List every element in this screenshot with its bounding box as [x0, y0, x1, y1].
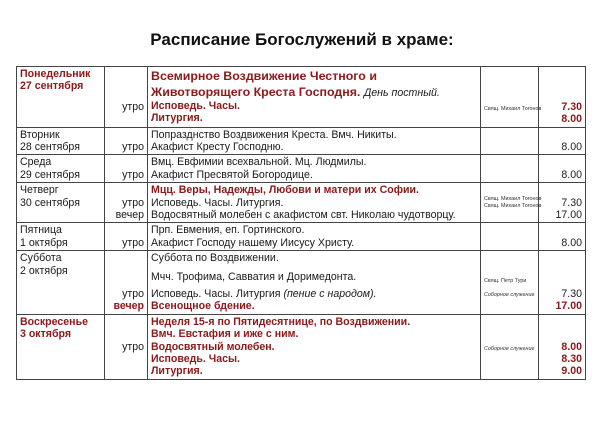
day-cell [17, 67, 105, 128]
service-feast: Животворящего Креста Господня. [151, 85, 361, 99]
day-cell [17, 223, 105, 251]
services-cell [148, 314, 481, 379]
page-title: Расписание Богослужений в храме: [150, 30, 454, 49]
service-text: Исповедь. Часы. Литургия [151, 287, 281, 300]
services-cell [148, 251, 481, 315]
day-date: 3 октября [20, 328, 72, 341]
time-value: 8.00 [561, 340, 582, 353]
times-cell [539, 67, 586, 128]
day-name: Понедельник [20, 68, 91, 80]
notes-cell [481, 155, 539, 183]
times-cell [539, 314, 586, 379]
service-line: Исповедь. Часы. [151, 352, 240, 365]
table-row-tuesday [17, 127, 586, 155]
service-line: Вмц. Евфимии всехвальной. Мц. Людмилы. [151, 156, 367, 169]
service-note: День постный. [363, 87, 440, 99]
day-cell [17, 314, 105, 379]
service-line: Попразднство Воздвижения Креста. Вмч. Никиты. [151, 128, 397, 141]
day-name: Воскресенье [20, 315, 88, 328]
part-cell [105, 127, 148, 155]
part-label: утро [122, 287, 144, 300]
day-date: 1 октября [20, 236, 68, 249]
service-line: Водосвятный молебен. [151, 340, 275, 353]
day-date: 2 октября [20, 264, 68, 277]
service-line: Прп. Евмения, еп. Гортинского. [151, 224, 305, 237]
service-line: Вмч. Евстафия и иже с ним. [151, 328, 299, 341]
table-row-wednesday [17, 155, 586, 183]
part-cell [105, 155, 148, 183]
part-cell [105, 223, 148, 251]
time-value: 17.00 [555, 300, 582, 313]
time-value: 8.30 [561, 352, 582, 365]
time-value: 9.00 [561, 365, 582, 378]
service-line: Водосвятный молебен с акафистом свт. Николаю чудотворцу. [151, 208, 456, 221]
table-row-saturday [17, 251, 586, 315]
service-text: (пение с народом). [283, 287, 377, 300]
table-row-sunday [17, 314, 586, 379]
services-cell [148, 127, 481, 155]
service-line [151, 288, 477, 300]
day-name: Четверг [20, 184, 59, 197]
part-cell [105, 183, 148, 223]
part-cell [105, 314, 148, 379]
services-cell [148, 183, 481, 223]
services-cell [148, 155, 481, 183]
service-line: Литургия. [151, 365, 203, 378]
notes-cell [481, 183, 542, 223]
service-line: Литургия. [151, 112, 203, 125]
day-cell [17, 251, 105, 315]
day-date: 30 сентября [20, 196, 80, 209]
time-value: 7.30 [561, 100, 582, 113]
time-value: 8.00 [561, 236, 582, 249]
priest-note: Соборное служение [484, 292, 535, 299]
part-label: утро [122, 140, 144, 153]
priest-note: Свящ. Петр Тури [484, 278, 527, 285]
part-label: утро [122, 100, 144, 113]
service-line: Исповедь. Часы. [151, 100, 240, 112]
service-line: Мчч. Трофима, Савватия и Доримедонта. [151, 270, 357, 283]
day-name: Среда [20, 156, 52, 169]
service-line: Суббота по Воздвижении. [151, 252, 279, 265]
part-label: утро [122, 340, 144, 353]
service-line: Мцц. Веры, Надежды, Любови и матери их Софии. [151, 184, 419, 197]
service-line: Акафист Пресвятой Богородице. [151, 168, 313, 181]
schedule-table [16, 66, 586, 380]
services-cell [148, 67, 481, 128]
time-value: 7.30 [561, 287, 582, 300]
times-cell [539, 183, 586, 223]
table-row-friday [17, 223, 586, 251]
table-row-thursday [17, 183, 586, 223]
service-line: Всенощное бдение. [151, 300, 255, 313]
service-line: Всемирное Воздвижение Честного и [151, 69, 377, 83]
day-name: Вторник [20, 128, 60, 141]
day-cell [17, 155, 105, 183]
notes-cell [481, 251, 539, 315]
day-cell [17, 127, 105, 155]
notes-cell [481, 314, 539, 379]
part-label: утро [122, 236, 144, 249]
part-cell [105, 251, 148, 315]
priest-note: Свящ. Михаил Тогонов [484, 196, 542, 203]
services-cell [148, 223, 481, 251]
times-cell [539, 127, 586, 155]
day-cell [17, 183, 105, 223]
time-value: 8.00 [561, 168, 582, 181]
part-label: вечер [113, 300, 144, 313]
priest-note: Свящ. Михаил Тогонов [484, 203, 542, 210]
service-line [151, 84, 477, 100]
time-value: 8.00 [561, 140, 582, 153]
notes-cell [481, 67, 542, 128]
service-line: Акафист Господу нашему Иисусу Христу. [151, 236, 355, 249]
times-cell [539, 251, 586, 315]
service-line: Неделя 15-я по Пятидесятнице, по Воздвижении. [151, 315, 411, 328]
day-date: 29 сентября [20, 168, 80, 181]
priest-note: Свящ. Михаил Тогонов [484, 106, 542, 112]
day-name: Пятница [20, 224, 62, 237]
notes-cell [481, 127, 539, 155]
times-cell [539, 223, 586, 251]
part-cell [105, 67, 148, 128]
table-row-monday [17, 67, 586, 128]
service-line: Акафист Кресту Господню. [151, 140, 284, 153]
part-label: вечер [115, 208, 144, 221]
part-label: утро [122, 196, 144, 209]
day-date: 28 сентября [20, 140, 80, 153]
day-date: 27 сентября [20, 80, 84, 93]
day-name: Суббота [20, 252, 62, 265]
priest-note: Соборное служение [484, 345, 535, 352]
part-label: утро [122, 168, 144, 181]
time-value: 7.30 [561, 196, 582, 209]
times-cell [539, 155, 586, 183]
notes-cell [481, 223, 539, 251]
service-line: Исповедь. Часы. Литургия. [151, 196, 284, 209]
time-value: 8.00 [561, 113, 582, 126]
time-value: 17.00 [555, 208, 582, 221]
